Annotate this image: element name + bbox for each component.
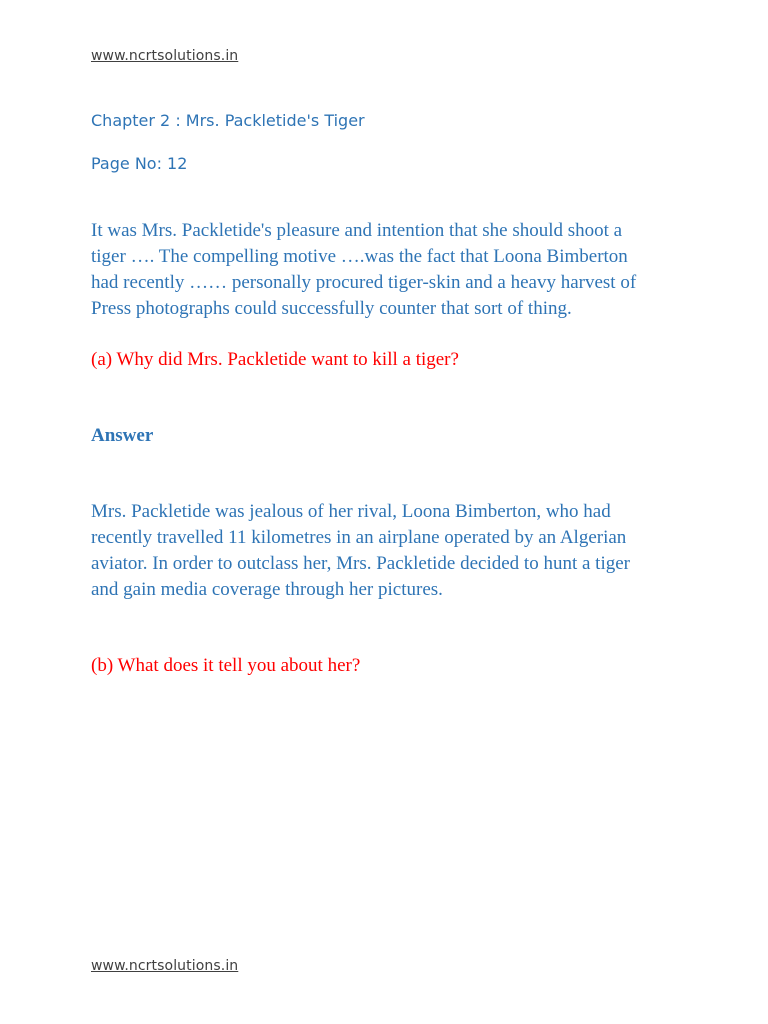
question-a-text: (a) Why did Mrs. Packletide want to kill a tiger? [91,349,459,370]
passage-line: It was Mrs. Packletide's pleasure and intention that she should shoot a [91,220,623,241]
answer-line: and gain media coverage through her pictures. [91,579,443,600]
passage-extract [91,218,691,322]
question-a [91,347,691,373]
answer-line: aviator. In order to outclass her, Mrs. Packletide decided to hunt a tiger [91,553,630,574]
passage-line: Press photographs could successfully counter that sort of thing. [91,298,572,319]
passage-line: had recently …… personally procured tiger-skin and a heavy harvest of [91,272,637,293]
answer-heading-text: Answer [91,425,154,446]
footer-site-link[interactable]: www.ncrtsolutions.in [91,958,239,974]
header-site-link[interactable]: www.ncrtsolutions.in [91,48,239,64]
answer-line: recently travelled 11 kilometres in an airplane operated by an Algerian [91,527,627,548]
page-number: Page No: 12 [91,154,188,173]
answer-heading [91,423,691,449]
question-b-text: (b) What does it tell you about her? [91,655,361,676]
passage-line: tiger …. The compelling motive ….was the fact that Loona Bimberton [91,246,628,267]
answer-line: Mrs. Packletide was jealous of her rival, Loona Bimberton, who had [91,501,611,522]
question-b [91,653,691,679]
chapter-title: Chapter 2 : Mrs. Packletide's Tiger [91,111,365,130]
answer-a [91,499,691,603]
